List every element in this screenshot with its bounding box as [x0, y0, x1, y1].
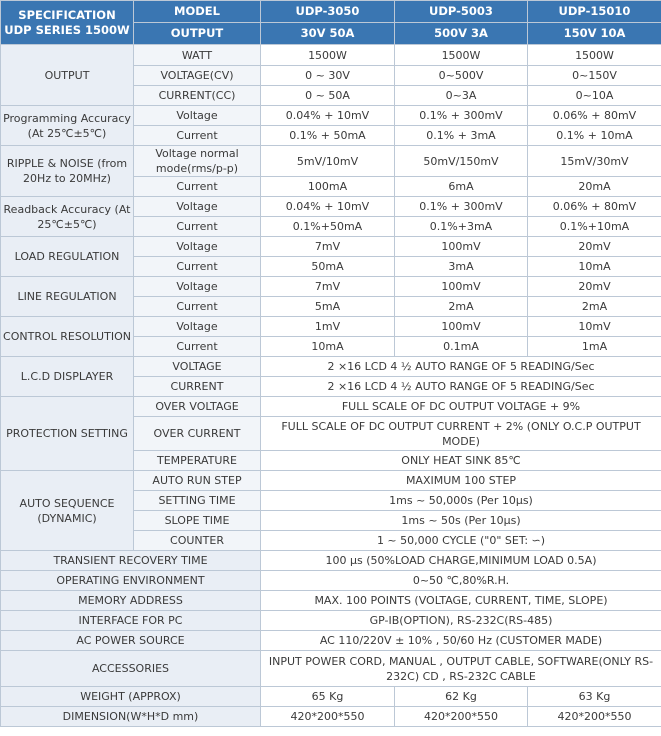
output-udp-5003: 500V 3A: [395, 23, 528, 45]
spec-value-udp-3050: 420*200*550: [261, 707, 395, 727]
spec-value-udp-3050: 0.1%+50mA: [261, 217, 395, 237]
spec-value-udp-3050: 10mA: [261, 337, 395, 357]
spec-value-udp-15010: 0.1%+10mA: [528, 217, 661, 237]
spec-row: [1, 146, 661, 177]
spec-row: [1, 651, 661, 687]
spec-row: [1, 571, 661, 591]
spec-value-udp-3050: 0.04% + 10mV: [261, 197, 395, 217]
spec-value-udp-15010: 0.06% + 80mV: [528, 106, 661, 126]
spec-category: LOAD REGULATION: [1, 237, 134, 277]
model-udp-3050: UDP-3050: [261, 1, 395, 23]
spec-value-udp-5003: 0~3A: [395, 86, 528, 106]
spec-value-udp-3050: 0 ~ 30V: [261, 66, 395, 86]
spec-value-udp-5003: 100mV: [395, 277, 528, 297]
spec-parameter: WATT: [134, 45, 261, 66]
spec-value-udp-5003: 0.1mA: [395, 337, 528, 357]
spec-value-udp-15010: 0.1% + 10mA: [528, 126, 661, 146]
spec-value-udp-15010: 10mA: [528, 257, 661, 277]
spec-parameter: Voltage: [134, 197, 261, 217]
spec-parameter: OVER CURRENT: [134, 417, 261, 451]
spec-category: WEIGHT (APPROX): [1, 687, 261, 707]
spec-value-udp-3050: 0.04% + 10mV: [261, 106, 395, 126]
spec-parameter: Current: [134, 337, 261, 357]
spec-parameter: CURRENT(CC): [134, 86, 261, 106]
spec-parameter: VOLTAGE: [134, 357, 261, 377]
spec-category: AC POWER SOURCE: [1, 631, 261, 651]
spec-value-udp-3050: 1500W: [261, 45, 395, 66]
spec-value-all-models: AC 110/220V ± 10% , 50/60 Hz (CUSTOMER MADE): [261, 631, 661, 651]
spec-row: [1, 631, 661, 651]
spec-value-udp-3050: 50mA: [261, 257, 395, 277]
spec-value-udp-3050: 0 ~ 50A: [261, 86, 395, 106]
spec-parameter: Current: [134, 177, 261, 197]
spec-value-udp-3050: 5mV/10mV: [261, 146, 395, 177]
spec-row: [1, 357, 661, 377]
spec-parameter: Current: [134, 297, 261, 317]
spec-value-all-models: FULL SCALE OF DC OUTPUT CURRENT + 2% (ONLY O.C.P OUTPUT MODE): [261, 417, 661, 451]
spec-value-udp-15010: 0~150V: [528, 66, 661, 86]
spec-parameter: Voltage normal mode(rms/p-p): [134, 146, 261, 177]
spec-parameter: SLOPE TIME: [134, 511, 261, 531]
spec-category: INTERFACE FOR PC: [1, 611, 261, 631]
spec-parameter: Current: [134, 217, 261, 237]
spec-value-udp-5003: 0~500V: [395, 66, 528, 86]
spec-value-all-models: 100 μs (50%LOAD CHARGE,MINIMUM LOAD 0.5A): [261, 551, 661, 571]
spec-value-udp-5003: 50mV/150mV: [395, 146, 528, 177]
spec-value-all-models: 1ms ~ 50,000s (Per 10μs): [261, 491, 661, 511]
spec-value-udp-3050: 7mV: [261, 277, 395, 297]
spec-value-udp-15010: 20mV: [528, 277, 661, 297]
spec-row: [1, 707, 661, 727]
spec-parameter: OVER VOLTAGE: [134, 397, 261, 417]
spec-value-udp-5003: 100mV: [395, 317, 528, 337]
spec-value-udp-15010: 0.06% + 80mV: [528, 197, 661, 217]
spec-value-udp-5003: 1500W: [395, 45, 528, 66]
spec-title-line1: SPECIFICATION: [18, 7, 116, 22]
spec-value-all-models: FULL SCALE OF DC OUTPUT VOLTAGE + 9%: [261, 397, 661, 417]
spec-parameter: VOLTAGE(CV): [134, 66, 261, 86]
spec-value-udp-5003: 3mA: [395, 257, 528, 277]
spec-value-all-models: MAXIMUM 100 STEP: [261, 471, 661, 491]
spec-category: RIPPLE & NOISE (from 20Hz to 20MHz): [1, 146, 134, 197]
spec-value-udp-3050: 5mA: [261, 297, 395, 317]
model-row: [1, 1, 661, 23]
spec-category: TRANSIENT RECOVERY TIME: [1, 551, 261, 571]
spec-category: AUTO SEQUENCE (DYNAMIC): [1, 471, 134, 551]
spec-parameter: AUTO RUN STEP: [134, 471, 261, 491]
spec-value-udp-15010: 63 Kg: [528, 687, 661, 707]
spec-value-all-models: 2 ×16 LCD 4 ½ AUTO RANGE OF 5 READING/Sec: [261, 357, 661, 377]
spec-value-all-models: 0~50 ℃,80%R.H.: [261, 571, 661, 591]
spec-parameter: Voltage: [134, 237, 261, 257]
spec-row: [1, 471, 661, 491]
spec-row: [1, 237, 661, 257]
spec-category: PROTECTION SETTING: [1, 397, 134, 471]
output-udp-3050: 30V 50A: [261, 23, 395, 45]
spec-row: [1, 591, 661, 611]
spec-value-all-models: MAX. 100 POINTS (VOLTAGE, CURRENT, TIME, SLOPE): [261, 591, 661, 611]
spec-parameter: SETTING TIME: [134, 491, 261, 511]
spec-value-udp-3050: 7mV: [261, 237, 395, 257]
spec-row: [1, 317, 661, 337]
spec-value-udp-15010: 20mV: [528, 237, 661, 257]
spec-category: MEMORY ADDRESS: [1, 591, 261, 611]
spec-value-all-models: 1 ~ 50,000 CYCLE ("0" SET: ∽): [261, 531, 661, 551]
spec-row: [1, 45, 661, 66]
spec-value-udp-15010: 2mA: [528, 297, 661, 317]
spec-value-udp-15010: 0~10A: [528, 86, 661, 106]
spec-category: OPERATING ENVIRONMENT: [1, 571, 261, 591]
spec-parameter: Voltage: [134, 317, 261, 337]
output-udp-15010: 150V 10A: [528, 23, 661, 45]
spec-value-udp-3050: 0.1% + 50mA: [261, 126, 395, 146]
model-udp-5003: UDP-5003: [395, 1, 528, 23]
spec-row: [1, 687, 661, 707]
spec-value-udp-5003: 62 Kg: [395, 687, 528, 707]
spec-title-line2: UDP SERIES 1500W: [4, 22, 130, 37]
spec-parameter: Current: [134, 126, 261, 146]
spec-row: [1, 277, 661, 297]
spec-category: CONTROL RESOLUTION: [1, 317, 134, 357]
spec-value-all-models: INPUT POWER CORD, MANUAL , OUTPUT CABLE, SOFTWARE(ONLY RS-232C) CD , RS-232C CABLE: [261, 651, 661, 687]
spec-value-udp-5003: 100mV: [395, 237, 528, 257]
spec-value-udp-5003: 0.1% + 300mV: [395, 197, 528, 217]
spec-value-all-models: 2 ×16 LCD 4 ½ AUTO RANGE OF 5 READING/Sec: [261, 377, 661, 397]
spec-category: LINE REGULATION: [1, 277, 134, 317]
spec-value-udp-5003: 2mA: [395, 297, 528, 317]
spec-value-udp-3050: 65 Kg: [261, 687, 395, 707]
spec-category: L.C.D DISPLAYER: [1, 357, 134, 397]
spec-category: Programming Accuracy (At 25℃±5℃): [1, 106, 134, 146]
spec-value-udp-3050: 1mV: [261, 317, 395, 337]
spec-row: [1, 611, 661, 631]
spec-value-udp-15010: 20mA: [528, 177, 661, 197]
spec-value-udp-5003: 420*200*550: [395, 707, 528, 727]
spec-category: DIMENSION(W*H*D mm): [1, 707, 261, 727]
spec-value-all-models: 1ms ~ 50s (Per 10μs): [261, 511, 661, 531]
spec-parameter: CURRENT: [134, 377, 261, 397]
spec-category: ACCESSORIES: [1, 651, 261, 687]
spec-value-udp-15010: 1500W: [528, 45, 661, 66]
spec-value-all-models: GP-IB(OPTION), RS-232C(RS-485): [261, 611, 661, 631]
spec-value-udp-15010: 1mA: [528, 337, 661, 357]
spec-value-udp-15010: 10mV: [528, 317, 661, 337]
spec-value-udp-3050: 100mA: [261, 177, 395, 197]
spec-value-udp-5003: 0.1%+3mA: [395, 217, 528, 237]
spec-row: [1, 551, 661, 571]
output-label: OUTPUT: [134, 23, 261, 45]
spec-parameter: COUNTER: [134, 531, 261, 551]
spec-row: [1, 397, 661, 417]
spec-title: [1, 1, 134, 45]
spec-value-udp-5003: 0.1% + 300mV: [395, 106, 528, 126]
spec-row: [1, 197, 661, 217]
spec-parameter: TEMPERATURE: [134, 451, 261, 471]
spec-category: Readback Accuracy (At 25℃±5℃): [1, 197, 134, 237]
spec-value-all-models: ONLY HEAT SINK 85℃: [261, 451, 661, 471]
spec-category: OUTPUT: [1, 45, 134, 106]
spec-parameter: Voltage: [134, 106, 261, 126]
spec-parameter: Current: [134, 257, 261, 277]
spec-value-udp-5003: 6mA: [395, 177, 528, 197]
spec-value-udp-15010: 15mV/30mV: [528, 146, 661, 177]
spec-value-udp-15010: 420*200*550: [528, 707, 661, 727]
model-label: MODEL: [134, 1, 261, 23]
spec-parameter: Voltage: [134, 277, 261, 297]
spec-row: [1, 106, 661, 126]
model-udp-15010: UDP-15010: [528, 1, 661, 23]
spec-value-udp-5003: 0.1% + 3mA: [395, 126, 528, 146]
